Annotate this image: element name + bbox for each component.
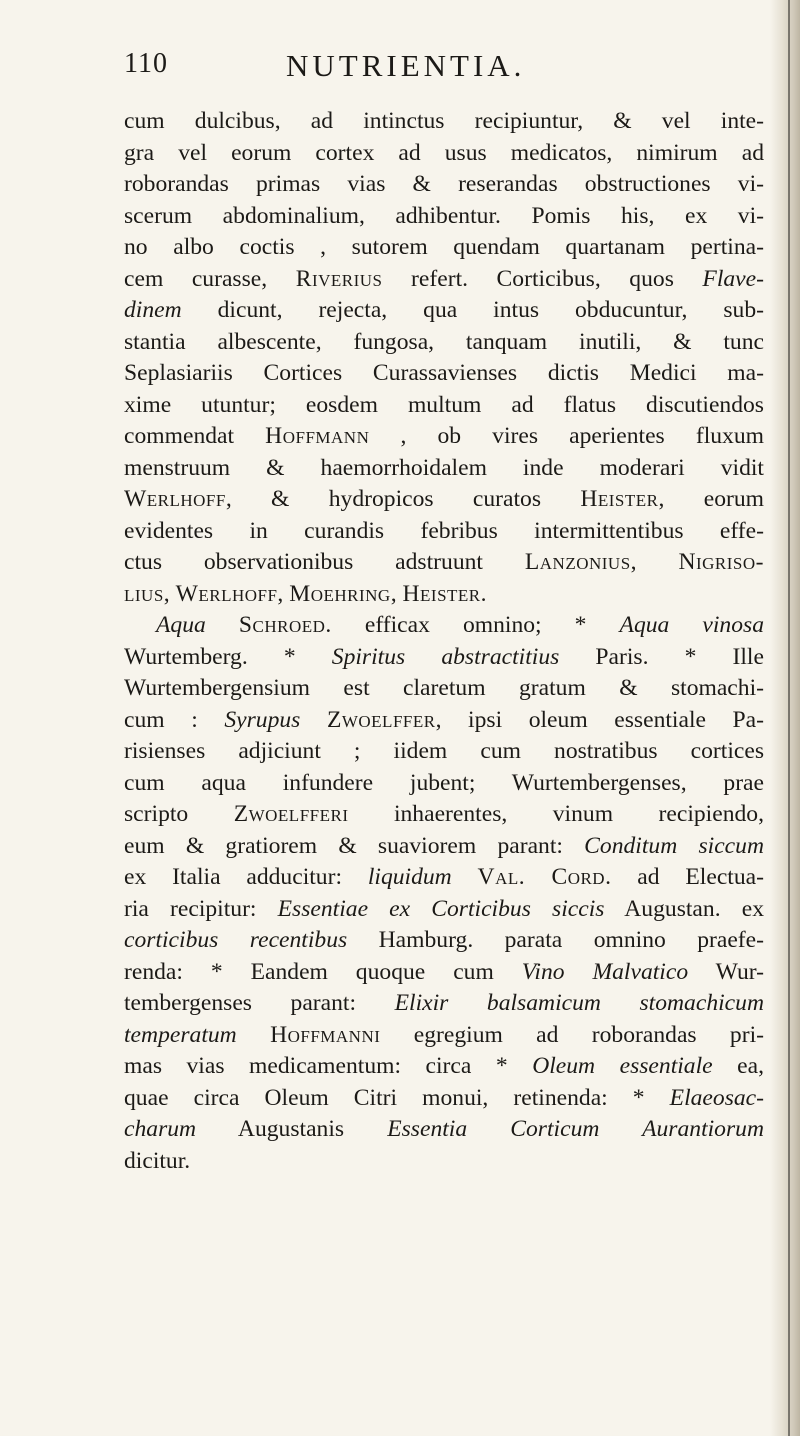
page-header bbox=[124, 48, 724, 88]
author-name: Val. Cord. bbox=[477, 864, 612, 890]
italic-term: temperatum bbox=[124, 1021, 237, 1048]
text-run: commendat bbox=[124, 423, 266, 449]
text-run: ea, bbox=[712, 1053, 764, 1079]
text-run: , bbox=[163, 580, 176, 607]
text-line bbox=[124, 610, 764, 642]
text-run: inhaerentes, vinum recipiendo, bbox=[348, 801, 764, 827]
text-run: quae circa Oleum Citri monui, retinenda: * bbox=[124, 1084, 670, 1111]
italic-term: charum bbox=[124, 1116, 197, 1142]
text-line bbox=[124, 327, 764, 359]
text-run: Wur- bbox=[688, 958, 764, 985]
text-line bbox=[124, 579, 764, 611]
italic-term: Conditum siccum bbox=[584, 832, 764, 859]
text-run: Augustan. ex bbox=[604, 895, 764, 922]
italic-term: liquidum bbox=[367, 864, 452, 890]
author-name: Zwoelffer bbox=[326, 706, 436, 733]
author-name: lius bbox=[124, 580, 164, 607]
italic-term: Flave- bbox=[702, 265, 764, 292]
text-run: roborandas primas vias & reserandas obstructiones vi- bbox=[124, 171, 764, 197]
text-run: Wurtemberg. * bbox=[124, 643, 332, 670]
text-run: , ob vires aperientes fluxum bbox=[369, 423, 764, 449]
page-edge-line bbox=[788, 0, 790, 1436]
author-name: Zwoelfferi bbox=[233, 801, 349, 827]
page-number: 110 bbox=[124, 48, 168, 79]
text-run: scerum abdominalium, adhibentur. Pomis his, ex vi- bbox=[124, 202, 764, 229]
text-line bbox=[124, 925, 764, 957]
italic-term: Elixir balsamicum stomachicum bbox=[394, 990, 764, 1016]
text-run: cum dulcibus, ad intinctus recipiuntur, & vel inte- bbox=[124, 108, 764, 134]
text-line bbox=[124, 1020, 764, 1052]
text-run: dicunt, rejecta, qua intus obducuntur, sub- bbox=[181, 297, 764, 323]
text-line bbox=[124, 642, 764, 674]
text-line bbox=[124, 390, 764, 422]
text-run: dicitur. bbox=[124, 1147, 191, 1174]
author-name: Hoffmann bbox=[265, 423, 370, 449]
text-line bbox=[124, 736, 764, 768]
text-run: , ipsi oleum essentiale Pa- bbox=[435, 706, 764, 733]
text-run: cum : bbox=[124, 706, 225, 733]
text-run: ad Electua- bbox=[611, 864, 764, 890]
text-run: ctus observationibus adstruunt bbox=[124, 549, 525, 575]
author-name: Hoffmanni bbox=[270, 1021, 381, 1048]
text-run: cem curasse, bbox=[124, 265, 296, 292]
text-line bbox=[124, 106, 764, 138]
author-name: Schroed. bbox=[238, 612, 332, 638]
text-run: , & hydropicos curatos bbox=[225, 486, 581, 512]
text-run: cum aqua infundere jubent; Wurtembergenses, prae bbox=[124, 769, 764, 796]
text-line bbox=[124, 484, 764, 516]
text-line bbox=[124, 232, 764, 264]
text-run bbox=[452, 864, 478, 890]
text-run: efficax omnino; * bbox=[331, 612, 620, 638]
text-line bbox=[124, 169, 764, 201]
author-name: Heister bbox=[580, 486, 659, 512]
italic-term: Oleum essentiale bbox=[532, 1053, 713, 1079]
text-run: no albo coctis , sutorem quendam quartanam pertina- bbox=[124, 234, 764, 260]
text-run: scripto bbox=[124, 801, 234, 827]
text-run: refert. Corticibus, quos bbox=[382, 265, 703, 292]
text-line bbox=[124, 453, 764, 485]
text-line bbox=[124, 988, 764, 1020]
text-run: , bbox=[277, 580, 290, 607]
text-line bbox=[124, 421, 764, 453]
text-run: ria recipitur: bbox=[124, 895, 278, 922]
text-line bbox=[124, 768, 764, 800]
text-line bbox=[124, 1114, 764, 1146]
text-run: risienses adjiciunt ; iidem cum nostratibus cortices bbox=[124, 738, 764, 764]
text-run: , bbox=[390, 580, 403, 607]
text-run: egregium ad roborandas pri- bbox=[380, 1021, 764, 1048]
text-run: Seplasiariis Cortices Curassavienses dictis Medici ma- bbox=[124, 360, 764, 386]
italic-term: Elaeosac- bbox=[669, 1084, 764, 1111]
author-name: Moehring bbox=[289, 580, 391, 607]
text-line bbox=[124, 673, 764, 705]
text-line bbox=[124, 358, 764, 390]
author-name: Heister. bbox=[402, 580, 488, 607]
text-line bbox=[124, 295, 764, 327]
text-run: renda: * Eandem quoque cum bbox=[124, 958, 522, 985]
italic-term: Spiritus abstractitius bbox=[331, 643, 560, 670]
text-run bbox=[206, 612, 239, 638]
text-run: stantia albescente, fungosa, tanquam inutili, & tunc bbox=[124, 328, 764, 355]
italic-term: corticibus recentibus bbox=[124, 927, 348, 953]
text-run: eum & gratiorem & suaviorem parant: bbox=[124, 832, 585, 859]
text-run: evidentes in curandis febribus intermittentibus effe- bbox=[124, 517, 764, 544]
text-line bbox=[124, 831, 764, 863]
author-name: Lanzonius bbox=[524, 549, 631, 575]
text-run: , eorum bbox=[658, 486, 764, 512]
italic-term: Essentiae ex Corticibus siccis bbox=[277, 895, 605, 922]
author-name: Riverius bbox=[295, 265, 383, 292]
text-run: menstruum & haemorrhoidalem inde moderari vidit bbox=[124, 454, 764, 481]
text-run: Hamburg. parata omnino praefe- bbox=[347, 927, 764, 953]
text-line bbox=[124, 138, 764, 170]
text-run bbox=[237, 1022, 270, 1048]
body-paragraph bbox=[124, 106, 764, 1177]
text-run bbox=[300, 707, 327, 733]
running-head: NUTRIENTIA. bbox=[286, 48, 526, 83]
text-line bbox=[124, 264, 764, 296]
text-run: gra vel eorum cortex ad usus medicatos, nimirum ad bbox=[124, 139, 764, 166]
author-name: Werlhoff bbox=[124, 486, 226, 512]
author-name: Nigriso- bbox=[678, 549, 765, 575]
text-line bbox=[124, 799, 764, 831]
italic-term: Aqua vinosa bbox=[619, 612, 764, 638]
page-edge-shadow bbox=[770, 0, 800, 1436]
text-line bbox=[124, 894, 764, 926]
text-run: Augustanis bbox=[196, 1116, 388, 1142]
text-line bbox=[124, 547, 764, 579]
italic-term: Essentia Corticum Aurantiorum bbox=[387, 1116, 764, 1142]
italic-term: Aqua bbox=[156, 612, 206, 638]
text-line bbox=[124, 1146, 764, 1178]
text-line bbox=[124, 957, 764, 989]
text-line bbox=[124, 201, 764, 233]
text-run: Paris. * Ille bbox=[559, 643, 764, 670]
text-line bbox=[124, 862, 764, 894]
text-run: ex Italia adducitur: bbox=[124, 864, 368, 890]
text-run: tembergenses parant: bbox=[124, 990, 395, 1016]
text-line bbox=[124, 1051, 764, 1083]
text-run: mas vias medicamentum: circa * bbox=[124, 1053, 533, 1079]
text-line bbox=[124, 516, 764, 548]
text-run: , bbox=[630, 549, 679, 575]
text-run: Wurtembergensium est claretum gratum & stomachi- bbox=[124, 675, 764, 701]
text-line bbox=[124, 705, 764, 737]
text-line bbox=[124, 1083, 764, 1115]
italic-term: Vino Malvatico bbox=[521, 958, 689, 985]
italic-term: dinem bbox=[124, 297, 182, 323]
italic-term: Syrupus bbox=[224, 706, 301, 733]
author-name: Werlhoff bbox=[175, 580, 278, 607]
text-run: xime utuntur; eosdem multum ad flatus discutiendos bbox=[124, 391, 764, 418]
